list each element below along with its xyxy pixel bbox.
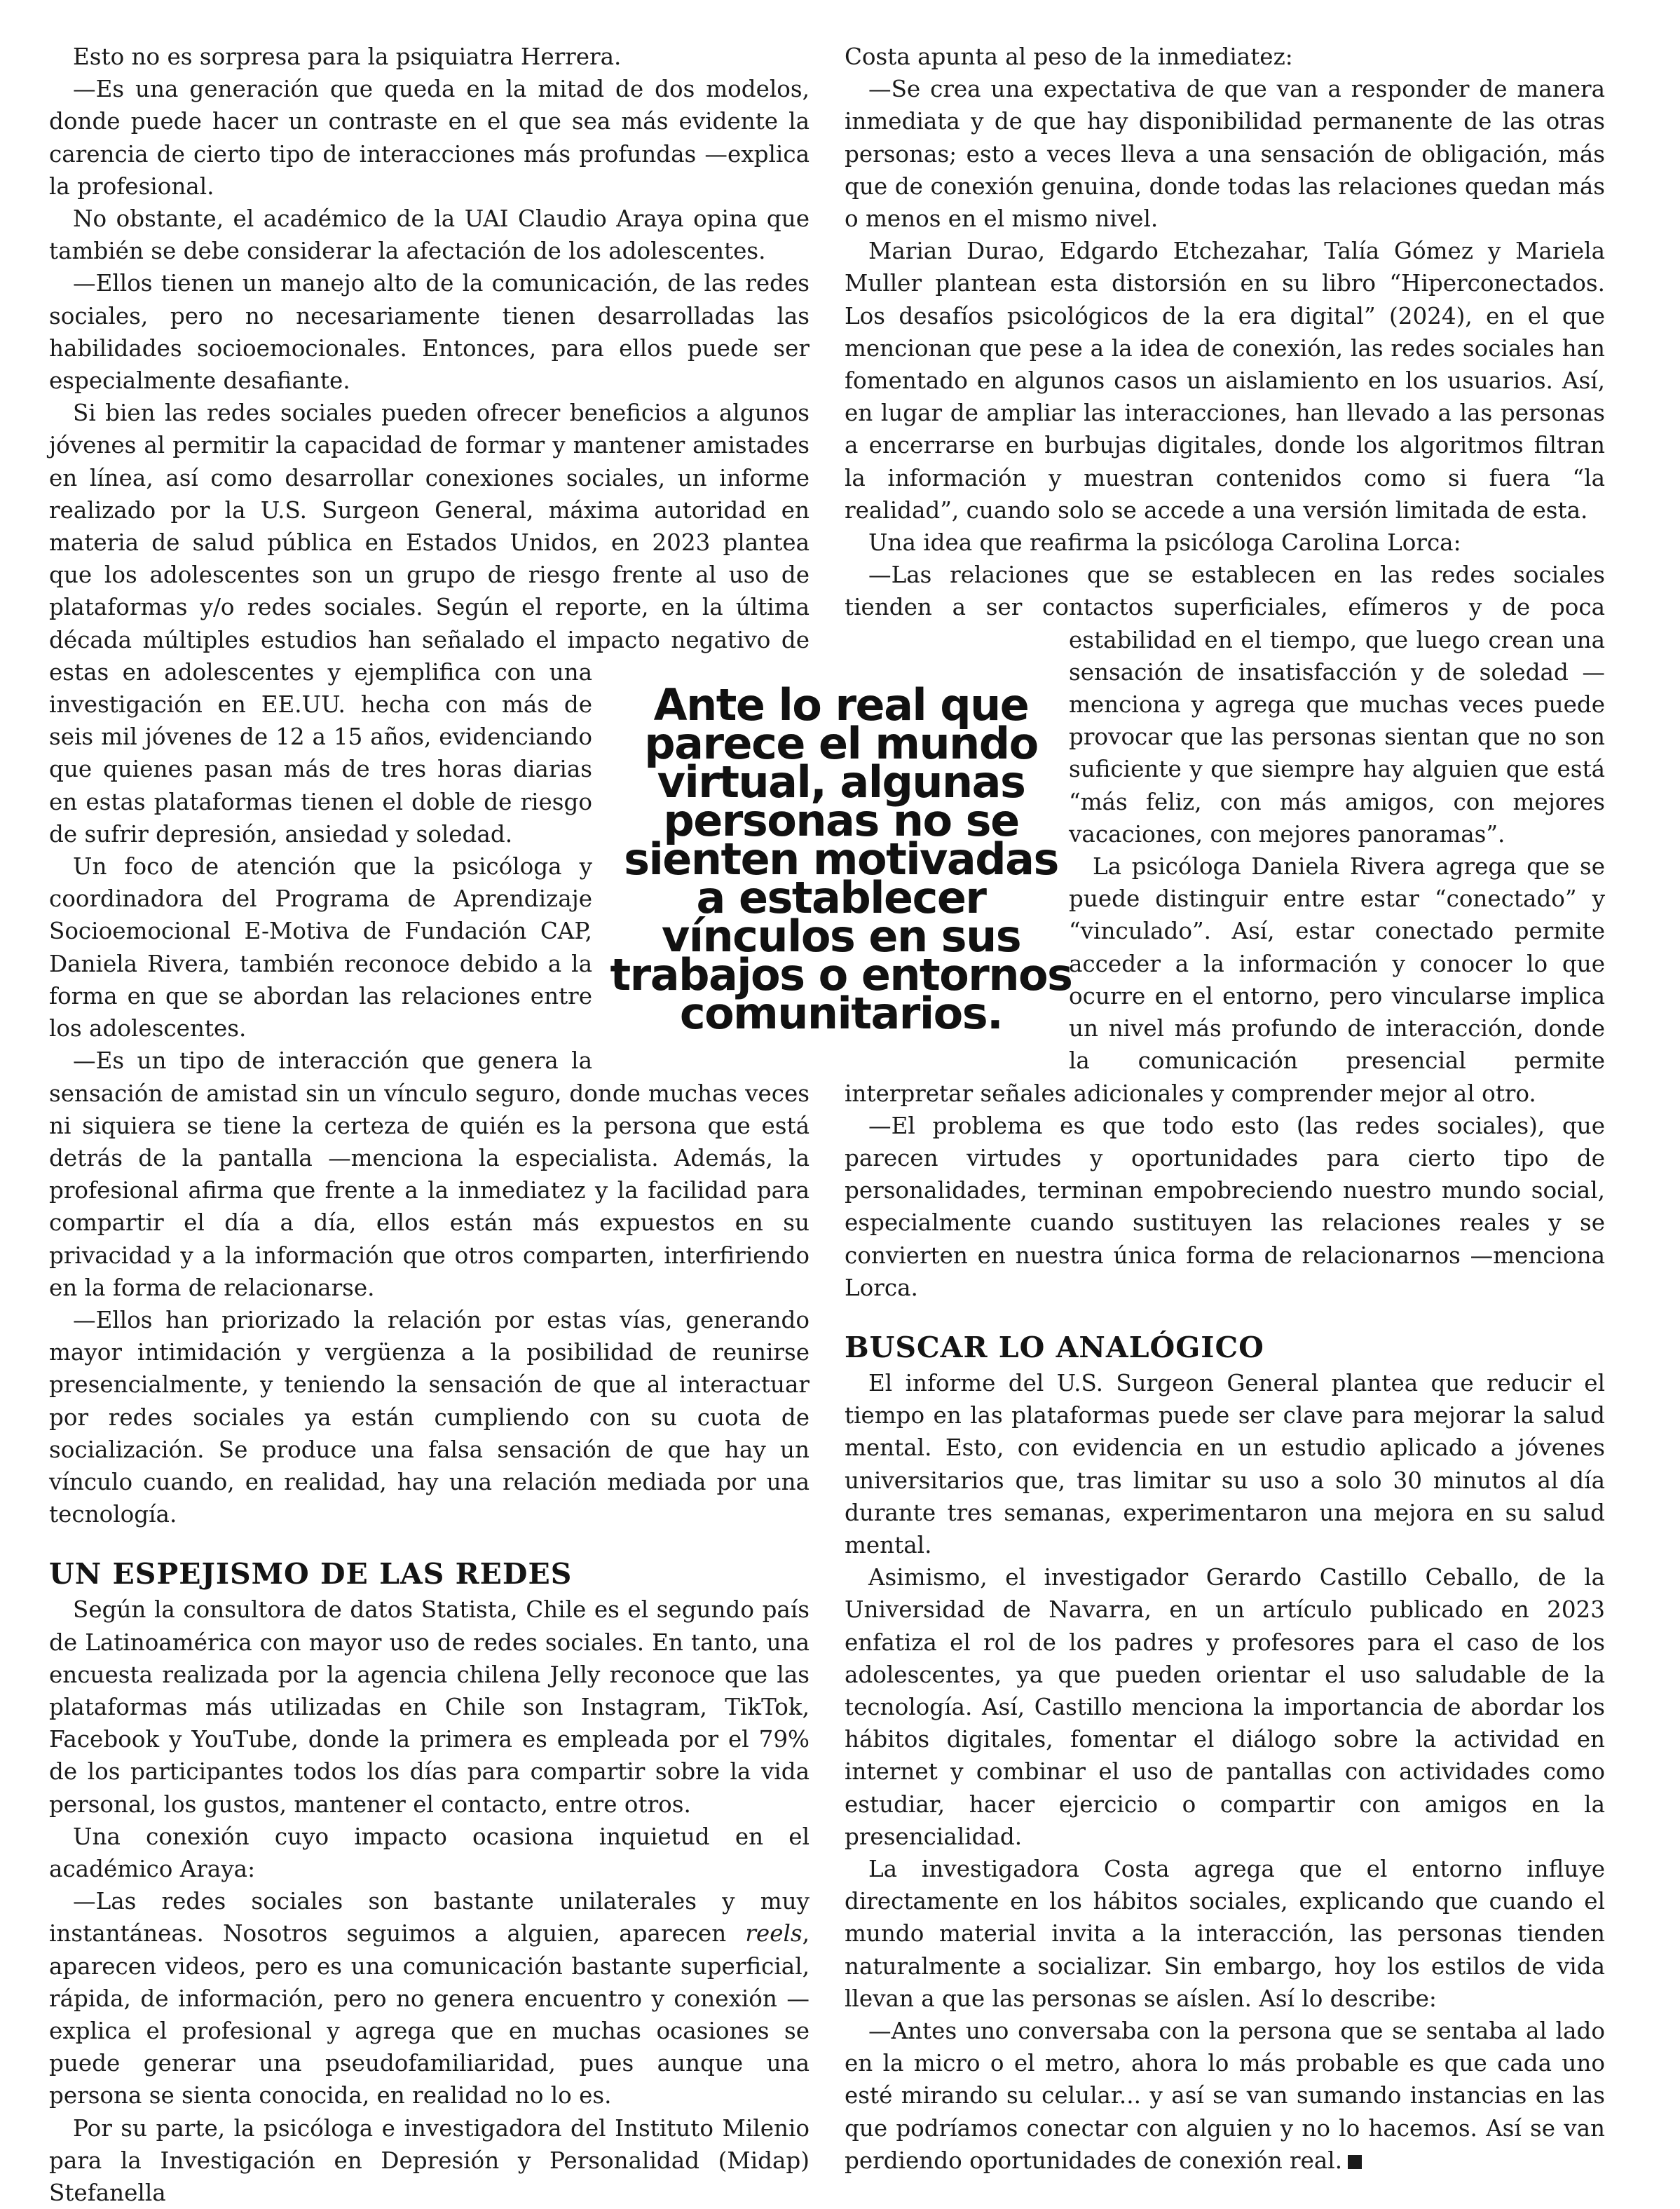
paragraph-text: —Las relaciones que se establecen en las redes sociales tienden a ser contactos superficiales, efímeros y de poca estabilidad en el tiempo, que luego crean una sensación de insatisfacción y de soledad —menciona y agrega que muchas veces puede provocar que las personas sientan que no son suficiente y que siempre hay alguien que está “más feliz, con más amigos, con mejores vacaciones, con mejores panoramas”. [845, 562, 1605, 848]
paragraph: La psicóloga Daniela Rivera agrega que se puede distinguir entre estar “conectado” y “vinculado”. Así, estar conectado permite acceder a la información y conocer lo que ocurre en el entorno, pero vincularse implica un nivel más profundo de interacción, donde la comunicación presencial permite interpretar señales adicionales y comprender mejor al otro. [845, 853, 1605, 1107]
paragraph: —Es un tipo de interacción que genera la sensación de amistad sin un vínculo seguro, donde muchas veces ni siquiera se tiene la certeza de quién es la persona que está detrás de la pantalla —menciona la especialista. Además, la profesional afirma que frente a la inmediatez y la facilidad para compartir el día a día, ellos están más expuestos en su privacidad y a la información que otros comparten, interfiriendo en la forma de relacionarse. [49, 1047, 810, 1301]
paragraph: Asimismo, el investigador Gerardo Castillo Ceballo, de la Universidad de Navarra, en un artículo publicado en 2023 enfatiza el rol de los padres y profesores para el caso de los adolescentes, ya que pueden orientar el uso saludable de la tecnología. Así, Castillo menciona la importancia de abordar los hábitos digitales, fomentar el diálogo sobre la actividad en internet y combinar el uso de pantallas con actividades como estudiar, hacer ejercicio o compartir con amigos en la presencialidad. [845, 1564, 1605, 1850]
paragraph [845, 2015, 1605, 2177]
paragraph: —Es una generación que queda en la mitad de dos modelos, donde puede hacer un contraste en el que sea más evidente la carencia de cierto tipo de interacciones más profundas —explica la profesional. [49, 76, 810, 200]
paragraph: Una idea que reafirma la psicóloga Carolina Lorca: [868, 529, 1461, 557]
paragraph [49, 1885, 810, 2112]
paragraph: Esto no es sorpresa para la psiquiatra Herrera. [73, 43, 622, 70]
pull-quote: Ante lo real que parece el mundo virtual, algunas personas no se sienten motivadas a establecer vínculos en sus trabajos o entornos comunitarios. [610, 679, 1072, 1039]
paragraph: —Ellos han priorizado la relación por estas vías, generando mayor intimidación y vergüenza a la posibilidad de reunirse presencialmente, y teniendo la sensación de que al interactuar por redes sociales ya están cumpliendo con su cuota de socialización. Se produce una falsa sensación de que hay un vínculo cuando, en realidad, hay una relación mediada por una tecnología. [49, 1306, 810, 1528]
paragraph-text: Si bien las redes sociales pueden ofrecer beneficios a algunos jóvenes al permitir la capacidad de formar y mantener amistades en línea, así como desarrollar conexiones sociales, un informe realizado por la U.S. Surgeon General, máxima autoridad en materia de salud pública en Estados Unidos, en 2023 plantea que los adolescentes son un grupo de riesgo frente al uso de plataformas y/o redes sociales. Según el reporte, en la última década múltiples estudios han señalado el impacto negativo de estas en adolescentes y ejemplifica con una investigación en EE.UU. hecha con más de seis mil jóvenes de 12 a 15 años, evidenciando que quienes pasan más de tres horas diarias en estas plataformas tienen el doble de riesgo de sufrir depresión, ansiedad y soledad. [49, 400, 810, 848]
paragraph: Un foco de atención que la psicóloga y coordinadora del Programa de Aprendizaje Socioemocional E-Motiva de Fundación CAP, Daniela Rivera, también reconoce debido a la forma en que se abordan las relaciones entre los adolescentes. [49, 853, 592, 1042]
paragraph: —Ellos tienen un manejo alto de la comunicación, de las redes sociales, pero no necesariamente tienen desarrolladas las habilidades socioemocionales. Entonces, para ellos puede ser especialmente desafiante. [49, 270, 810, 395]
paragraph-text: —Las redes sociales son bastante unilaterales y muy instantáneas. Nosotros seguimos a alguien, aparecen [49, 1888, 810, 1948]
paragraph: —Se crea una expectativa de que van a responder de manera inmediata y de que hay disponibilidad permanente de las otras personas; esto a veces lleva a una sensación de obligación, más que de conexión genuina, donde todas las relaciones quedan más o menos en el mismo nivel. [845, 76, 1605, 233]
section-heading: BUSCAR LO ANALÓGICO [845, 1330, 1264, 1364]
paragraph: No obstante, el académico de la UAI Claudio Araya opina que también se debe considerar la afectación de los adolescentes. [49, 205, 810, 265]
paragraph: El informe del U.S. Surgeon General plantea que reducir el tiempo en las plataformas puede ser clave para mejorar la salud mental. Esto, con evidencia en un estudio aplicado a jóvenes universitarios que, tras limitar su uso a solo 30 minutos al día durante tres semanas, experimentaron una mejora en su salud mental. [845, 1369, 1605, 1558]
paragraph [845, 559, 1605, 850]
article-column-left [49, 41, 810, 2209]
italic-term: reels [745, 1920, 803, 1948]
paragraph: —El problema es que todo esto (las redes sociales), que parecen virtudes y oportunidades para cierto tipo de personalidades, terminan empobreciendo nuestro mundo social, especialmente cuando sustituyen las relaciones reales y se convierten en nuestra única forma de relacionarnos —menciona Lorca. [845, 1112, 1605, 1301]
section-heading: UN ESPEJISMO DE LAS REDES [49, 1557, 573, 1591]
pullquote-wrap-space [845, 656, 1069, 1052]
paragraph: Marian Durao, Edgardo Etchezahar, Talía Gómez y Mariela Muller plantean esta distorsión en su libro “Hiperconectados. Los desafíos psicológicos de la era digital” (2024), en el que mencionan que pese a la idea de conexión, las redes sociales han fomentado en algunos casos un aislamiento en los usuarios. Así, en lugar de ampliar las interacciones, han llevado a las personas a encerrarse en burbujas digitales, donde los algoritmos filtran la información y muestran contenidos como si fuera “la realidad”, cuando solo se accede a una versión limitada de esta. [845, 238, 1605, 524]
end-of-article-mark [1348, 2155, 1362, 2169]
paragraph: Una conexión cuyo impacto ocasiona inquietud en el académico Araya: [49, 1823, 810, 1882]
paragraph-text: , aparecen videos, pero es una comunicación bastante superficial, rápida, de información, pero no genera encuentro y conexión —explica el profesional y agrega que en muchas ocasiones se puede generar una pseudofamiliaridad, pues aunque una persona se sienta conocida, en realidad no lo es. [49, 1920, 810, 2109]
paragraph: Según la consultora de datos Statista, Chile es el segundo país de Latinoamérica con mayor uso de redes sociales. En tanto, una encuesta realizada por la agencia chilena Jelly reconoce que las plataformas más utilizadas en Chile son Instagram, TikTok, Facebook y YouTube, donde la primera es empleada por el 79% de los participantes todos los días para compartir sobre la vida personal, los gustos, mantener el contacto, entre otros. [49, 1596, 810, 1818]
paragraph: La investigadora Costa agrega que el entorno influye directamente en los hábitos sociales, explicando que cuando el mundo material invita a la interacción, las personas tienden naturalmente a socializar. Sin embargo, hoy los estilos de vida llevan a que las personas se aíslen. Así lo describe: [845, 1855, 1605, 2012]
paragraph: Costa apunta al peso de la inmediatez: [845, 43, 1293, 70]
article-column-right [845, 41, 1605, 2177]
paragraph-text: —Antes uno conversaba con la persona que se sentaba al lado en la micro o el metro, ahora lo más probable es que cada uno esté mirando su celular... y así se van sumando instancias en las que podríamos conectar con alguien y no lo hacemos. Así se van perdiendo oportunidades de conexión real. [845, 2017, 1605, 2174]
paragraph: Por su parte, la psicóloga e investigadora del Instituto Milenio para la Investigación en Depresión y Personalidad (Midap) Stefanella [49, 2114, 810, 2206]
